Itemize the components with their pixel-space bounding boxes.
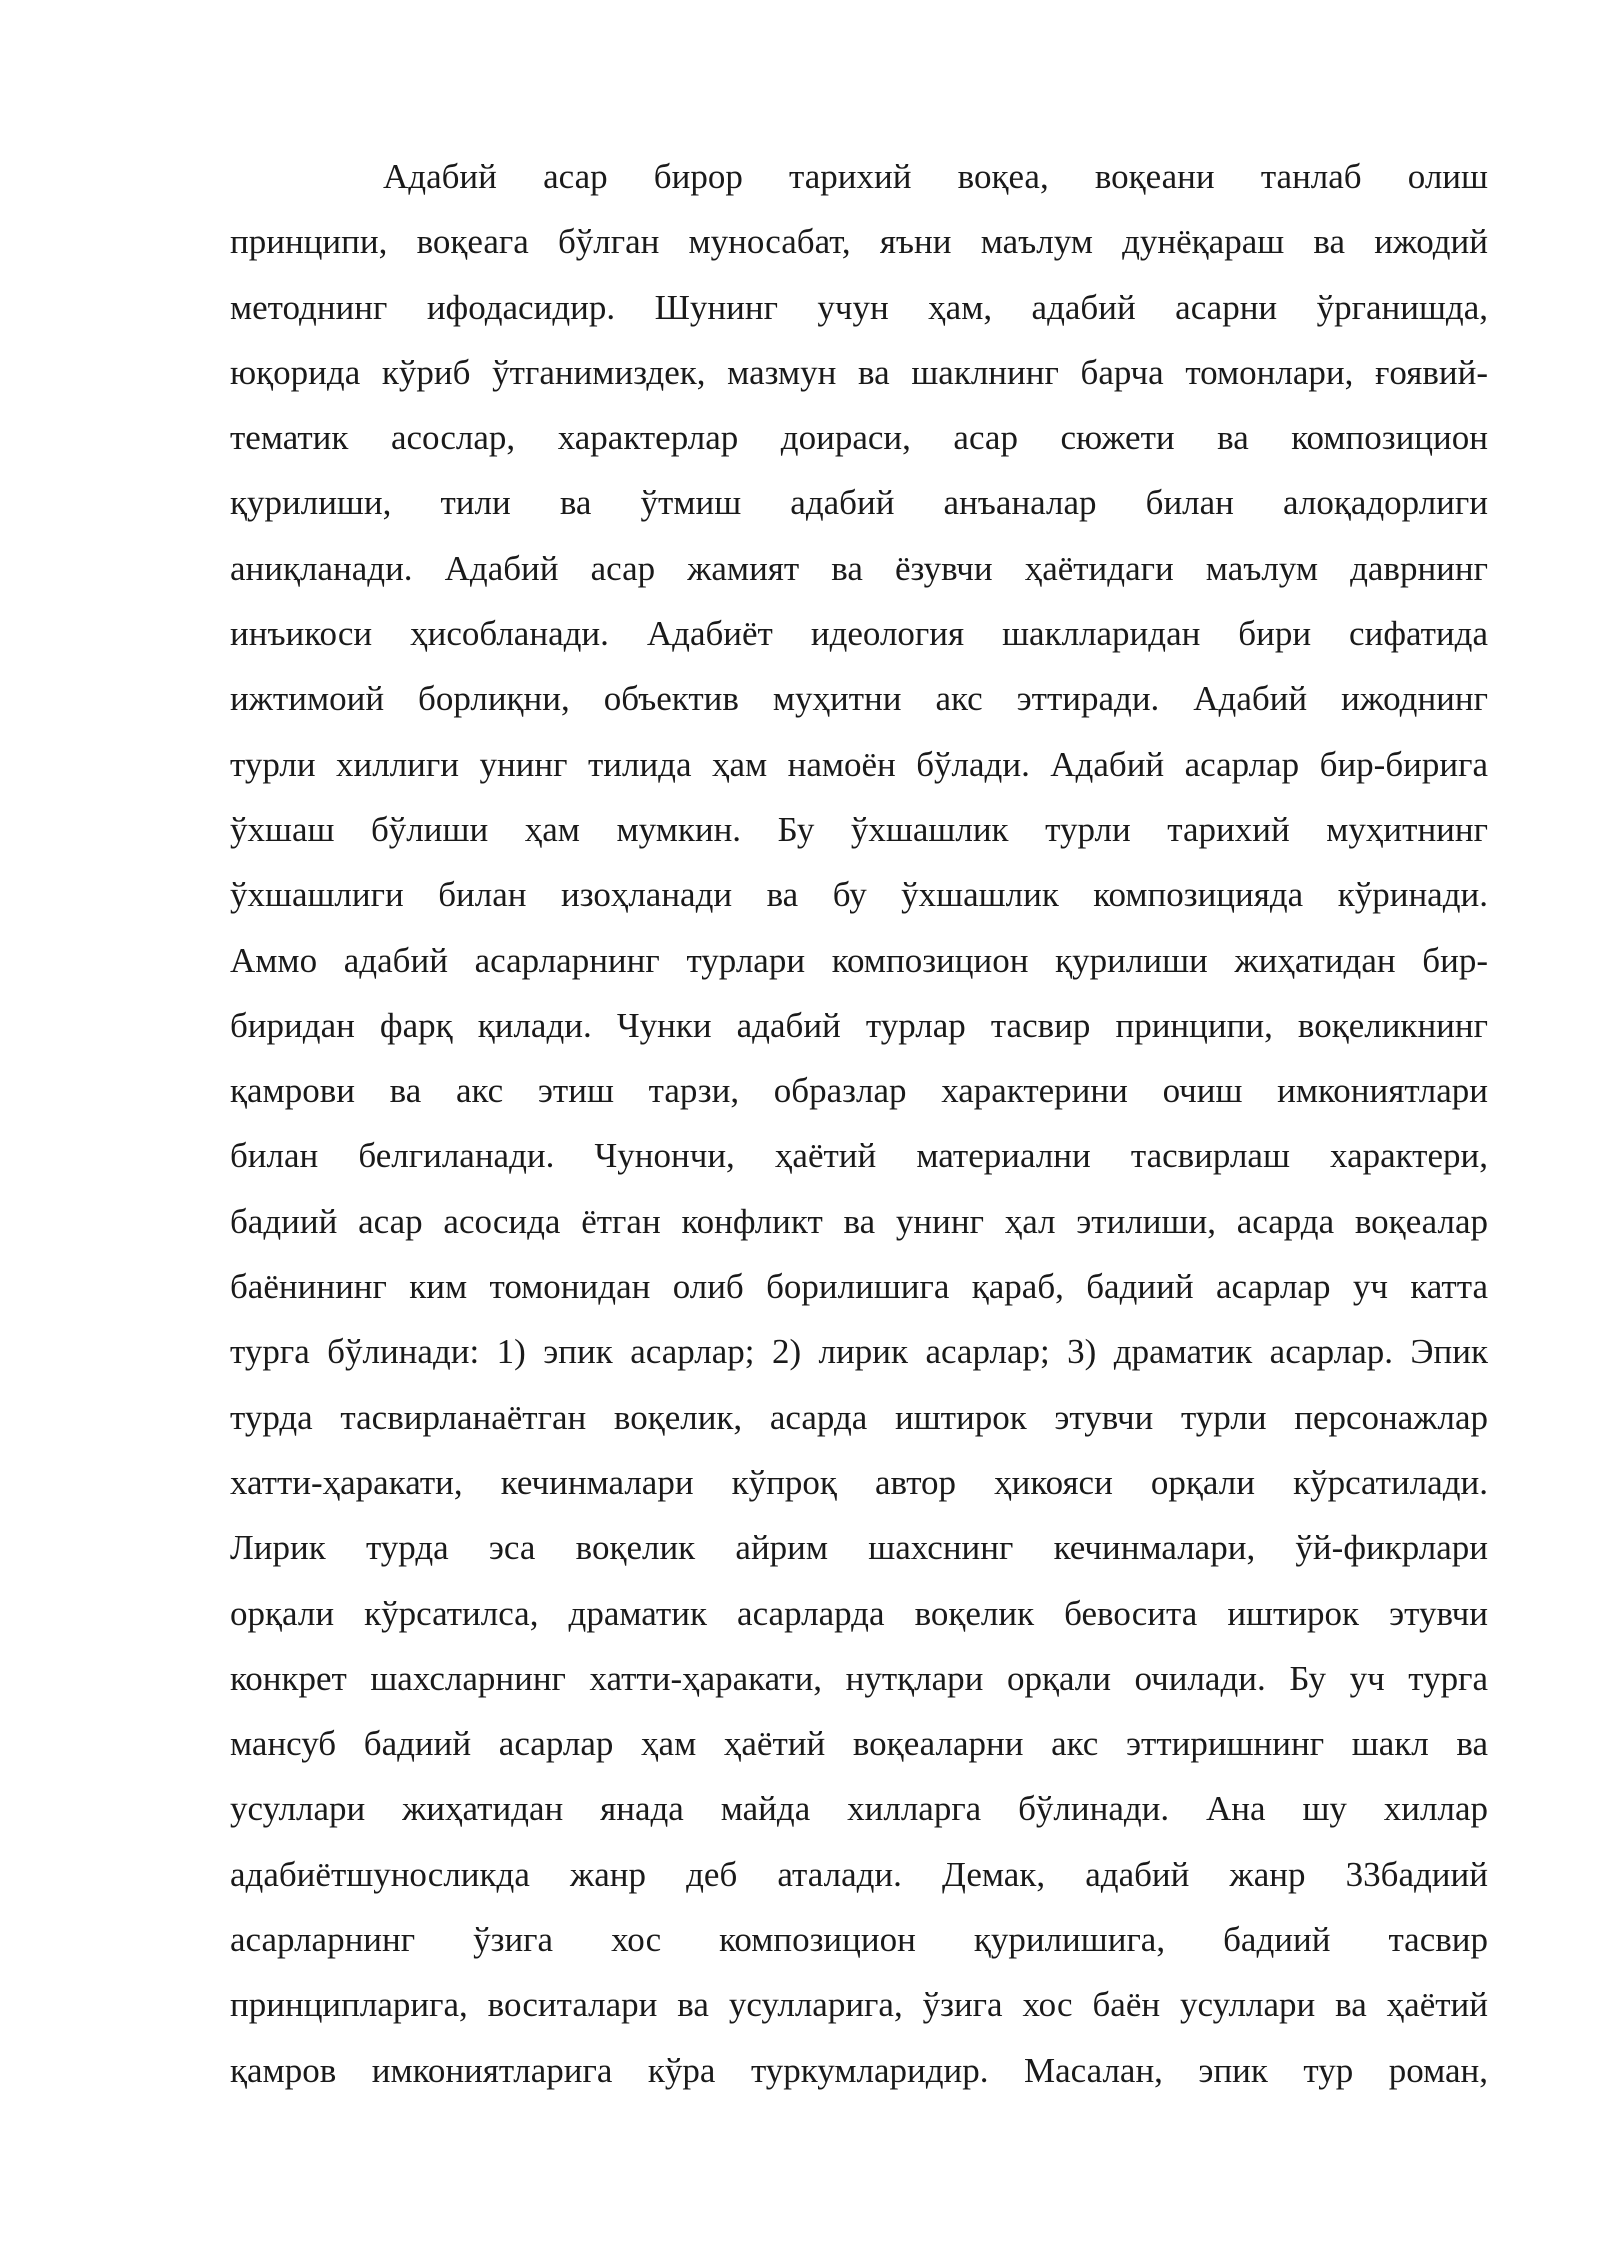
text-line-12: ўхшашлиги билан изоҳланади ва бу ўхшашлик композицияда кўринади. (230, 875, 1488, 915)
text-line-8: инъикоси ҳисобланади. Адабиёт идеология шаклларидан бири сифатида (230, 614, 1488, 654)
text-line-15: қамрови ва акс этиш тарзи, образлар характерини очиш имкониятлари (230, 1071, 1488, 1111)
text-line-4: юқорида кўриб ўтганимиздек, мазмун ва шаклнинг барча томонлари, ғоявий- (230, 352, 1488, 392)
text-line-19: турга бўлинади: 1) эпик асарлар; 2) лирик асарлар; 3) драматик асарлар. Эпик (230, 1332, 1488, 1372)
text-line-21: хатти-ҳаракати, кечинмалари кўпроқ автор ҳикояси орқали кўрсатилади. (230, 1462, 1488, 1502)
text-line-10: турли хиллиги унинг тилида ҳам намоён бўлади. Адабий асарлар бир-бирига (230, 744, 1488, 784)
text-line-22: Лирик турда эса воқелик айрим шахснинг кечинмалари, ўй-фикрлари (230, 1528, 1488, 1568)
text-line-7: аниқланади. Адабий асар жамият ва ёзувчи ҳаётидаги маълум даврнинг (230, 548, 1488, 588)
text-line-1: Адабий асар бирор тарихий воқеа, воқеани танлаб олиш (383, 157, 1488, 196)
text-line-28: асарларнинг ўзига хос композицион қурилишига, бадиий тасвир (230, 1920, 1488, 1960)
text-line-23: орқали кўрсатилса, драматик асарларда воқелик бевосита иштирок этувчи (230, 1593, 1488, 1633)
text-line-25: мансуб бадиий асарлар ҳам ҳаётий воқеаларни акс эттиришнинг шакл ва (230, 1724, 1488, 1764)
text-line-27: адабиётшуносликда жанр деб аталади. Демак, адабий жанр 33бадиий (230, 1854, 1488, 1894)
text-line-17: бадиий асар асосида ётган конфликт ва унинг ҳал этилиши, асарда воқеалар (230, 1201, 1488, 1241)
text-line-20: турда тасвирланаётган воқелик, асарда иштирок этувчи турли персонажлар (230, 1397, 1488, 1437)
text-line-9: ижтимоий борлиқни, объектив муҳитни акс эттиради. Адабий ижоднинг (230, 679, 1488, 719)
text-line-2: принципи, воқеага бўлган муносабат, яъни маълум дунёқараш ва ижодий (230, 222, 1488, 262)
text-line-16: билан белгиланади. Чунончи, ҳаётий материални тасвирлаш характери, (230, 1136, 1488, 1176)
body-paragraph (230, 148, 1488, 2107)
text-line-24: конкрет шахсларнинг хатти-ҳаракати, нутқлари орқали очилади. Бу уч турга (230, 1658, 1488, 1698)
text-line-5: тематик асослар, характерлар доираси, асар сюжети ва композицион (230, 418, 1488, 458)
text-line-26: усуллари жиҳатидан янада майда хилларга бўлинади. Ана шу хиллар (230, 1789, 1488, 1829)
text-line-29: принципларига, воситалари ва усулларига, ўзига хос баён усуллари ва ҳаётий (230, 1985, 1488, 2025)
text-line-13: Аммо адабий асарларнинг турлари композицион қурилиши жиҳатидан бир- (230, 940, 1488, 980)
text-line-14: биридан фарқ қилади. Чунки адабий турлар тасвир принципи, воқеликнинг (230, 1005, 1488, 1045)
text-line-11: ўхшаш бўлиши ҳам мумкин. Бу ўхшашлик турли тарихий муҳитнинг (230, 809, 1488, 849)
text-line-30: қамров имкониятларига кўра туркумларидир. Масалан, эпик тур роман, (230, 2050, 1488, 2090)
text-line-3: методнинг ифодасидир. Шунинг учун ҳам, адабий асарни ўрганишда, (230, 287, 1488, 327)
text-line-6: қурилиши, тили ва ўтмиш адабий анъаналар билан алоқадорлиги (230, 483, 1488, 523)
text-line-18: баёнининг ким томонидан олиб борилишига қараб, бадиий асарлар уч катта (230, 1267, 1488, 1307)
